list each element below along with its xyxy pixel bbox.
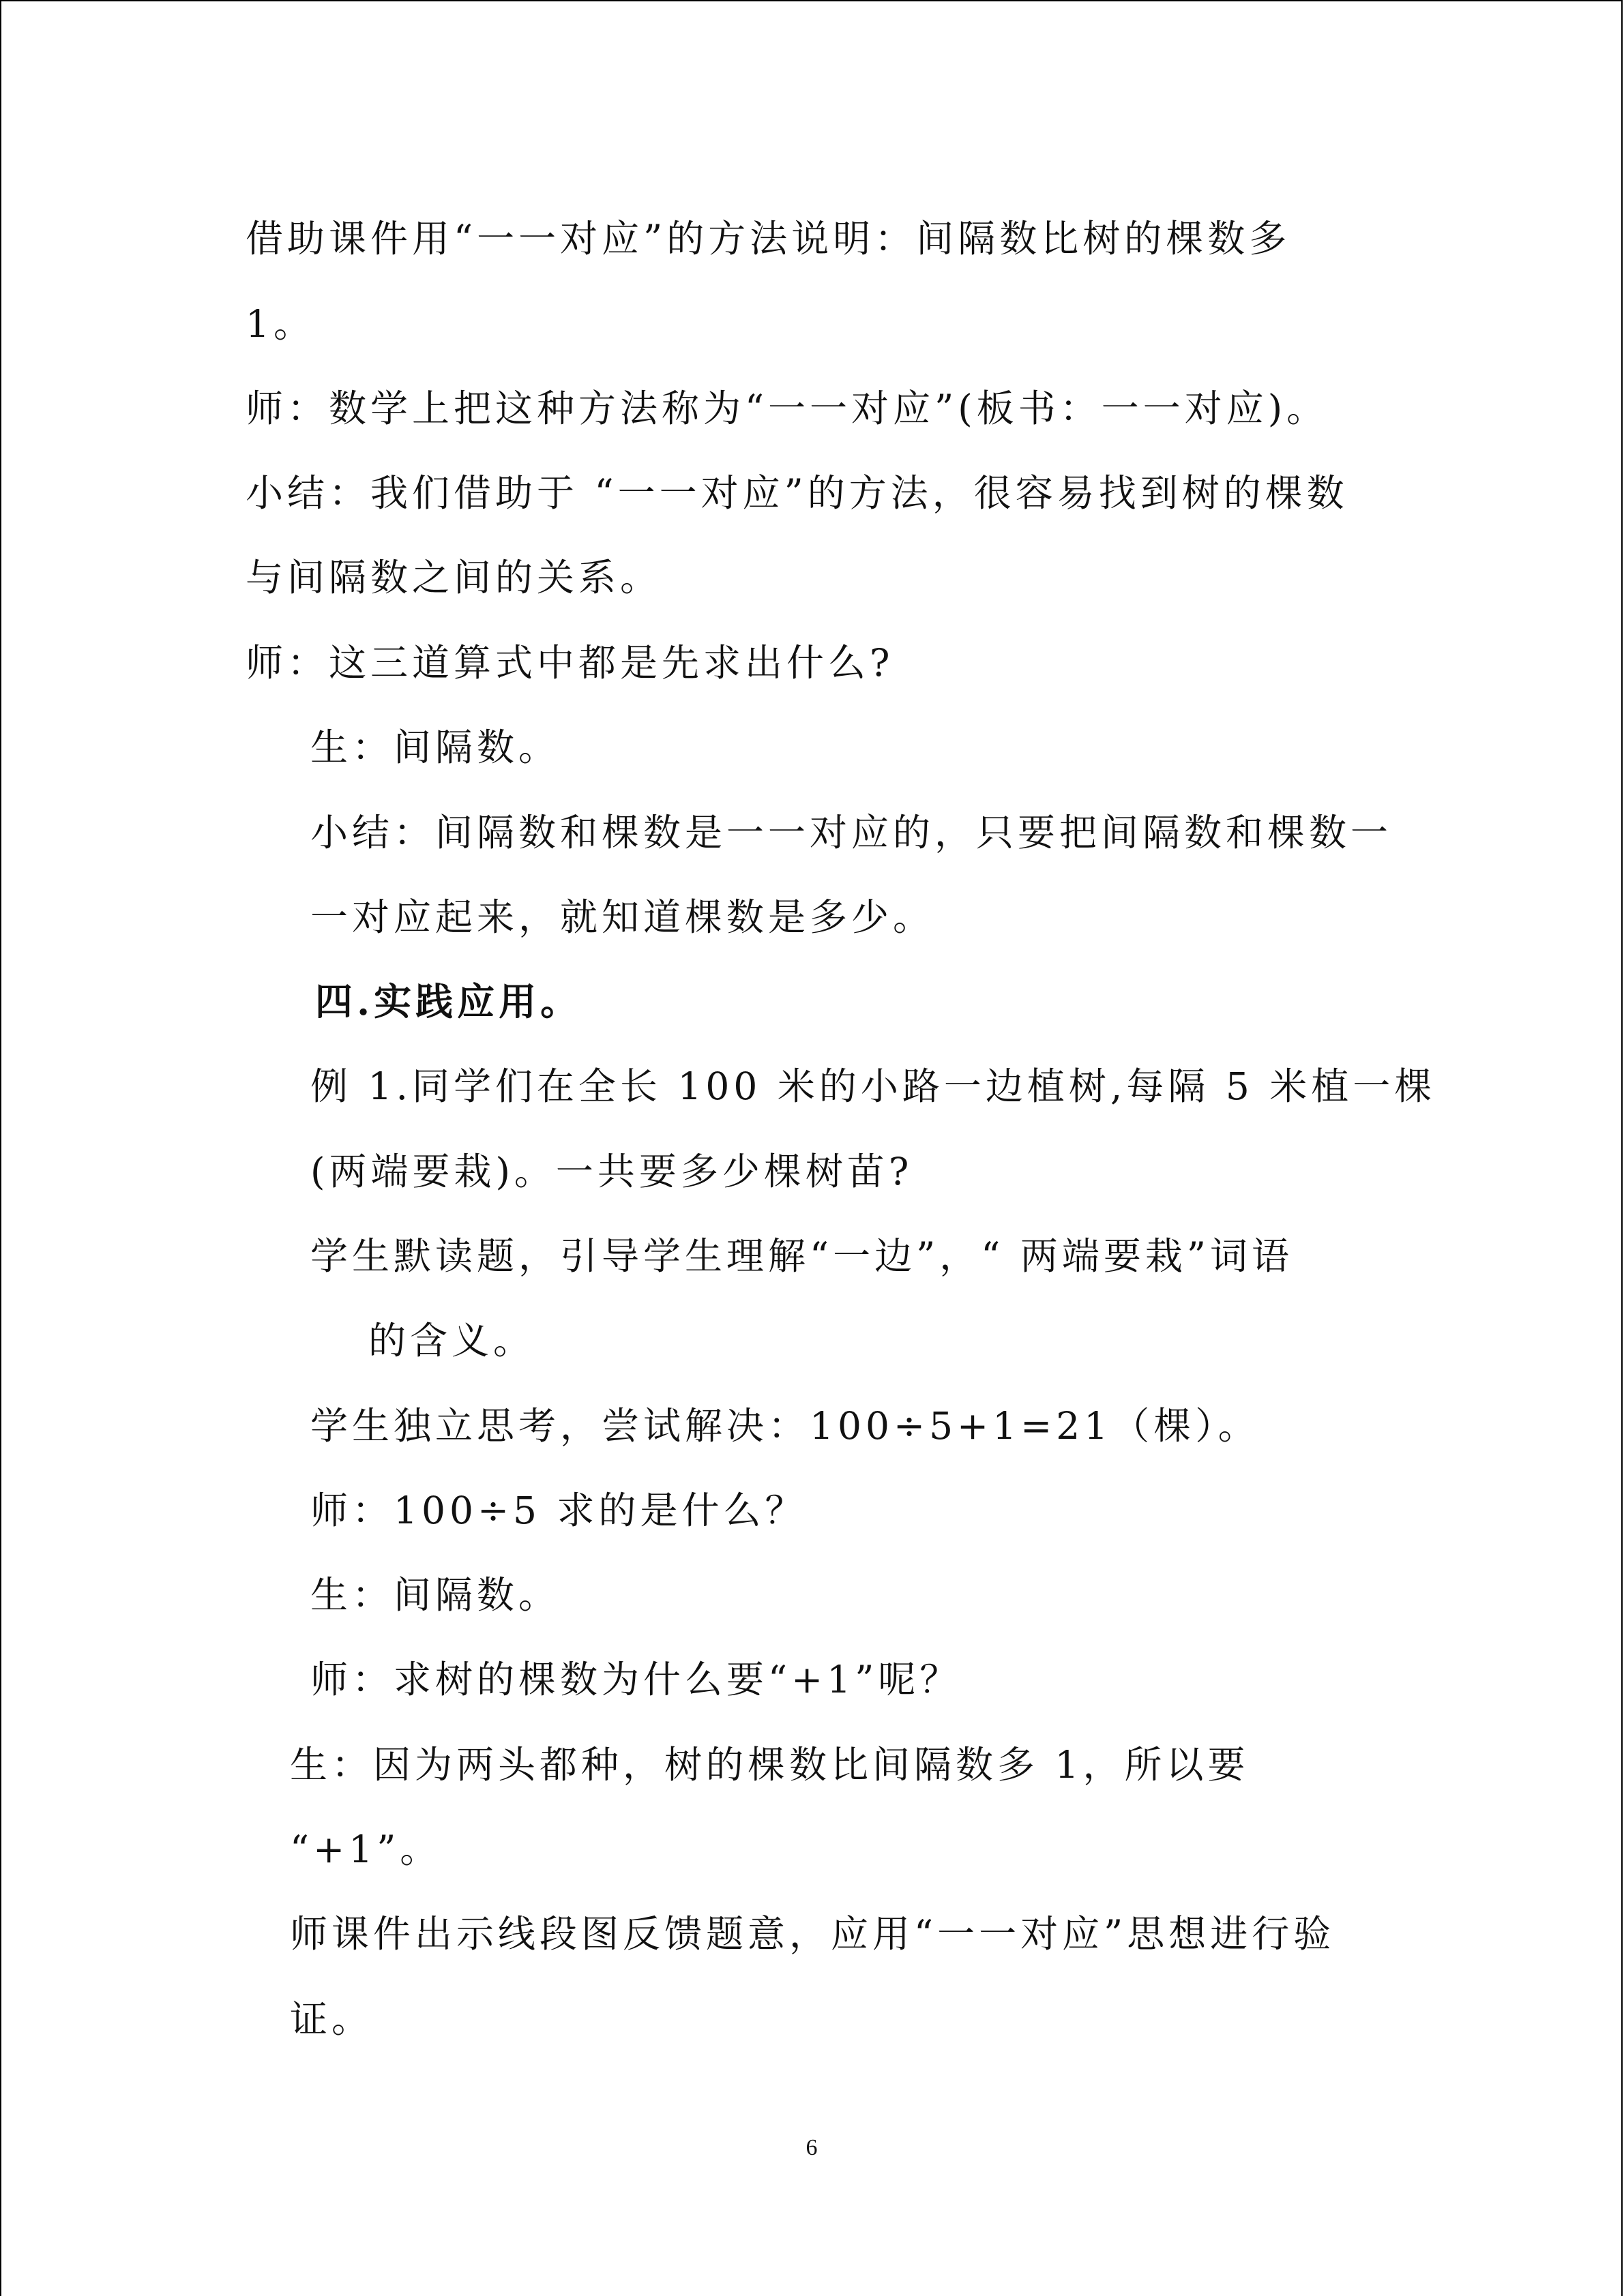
- text-line: 小结：我们借助于 “一一对应”的方法，很容易找到树的棵数: [246, 471, 1348, 515]
- text-line: 生：因为两头都种，树的棵数比间隔数多 1，所以要: [290, 1743, 1250, 1787]
- text-line: 的含义。: [368, 1319, 535, 1362]
- text-line: 生：间隔数。: [310, 726, 561, 769]
- text-line: 师：100÷5 求的是什么？: [310, 1489, 807, 1532]
- text-line: 师：数学上把这种方法称为“一一对应”(板书：一一对应)。: [246, 387, 1329, 430]
- text-line: 与间隔数之间的关系。: [246, 556, 662, 599]
- text-line: 学生默读题，引导学生理解“一边”，“ 两端要栽”词语: [310, 1234, 1293, 1278]
- section-heading: 四.实践应用。: [315, 979, 582, 1024]
- text-line: 师课件出示线段图反馈题意，应用“一一对应”思想进行验: [290, 1912, 1335, 1956]
- text-line: 1。: [246, 302, 315, 346]
- page-number: 6: [806, 2135, 818, 2160]
- text-line: 例 1.同学们在全长 100 米的小路一边植树,每隔 5 米植一棵: [310, 1064, 1436, 1108]
- text-line: 学生独立思考，尝试解决：100÷5+1=21（棵）。: [310, 1404, 1260, 1448]
- text-line: 借助课件用“一一对应”的方法说明：间隔数比树的棵数多: [246, 217, 1291, 260]
- text-line: 师：求树的棵数为什么要“+1”呢？: [310, 1658, 962, 1701]
- text-line: (两端要栽)。一共要多少棵树苗?: [310, 1150, 913, 1193]
- text-line: 证。: [290, 1997, 374, 2041]
- text-line: 小结：间隔数和棵数是一一对应的，只要把间隔数和棵数一: [310, 811, 1393, 854]
- text-line: 生：间隔数。: [310, 1573, 561, 1617]
- text-line: 一对应起来，就知道棵数是多少。: [310, 895, 935, 939]
- text-line: “+1”。: [290, 1828, 442, 1871]
- text-line: 师：这三道算式中都是先求出什么?: [246, 641, 894, 685]
